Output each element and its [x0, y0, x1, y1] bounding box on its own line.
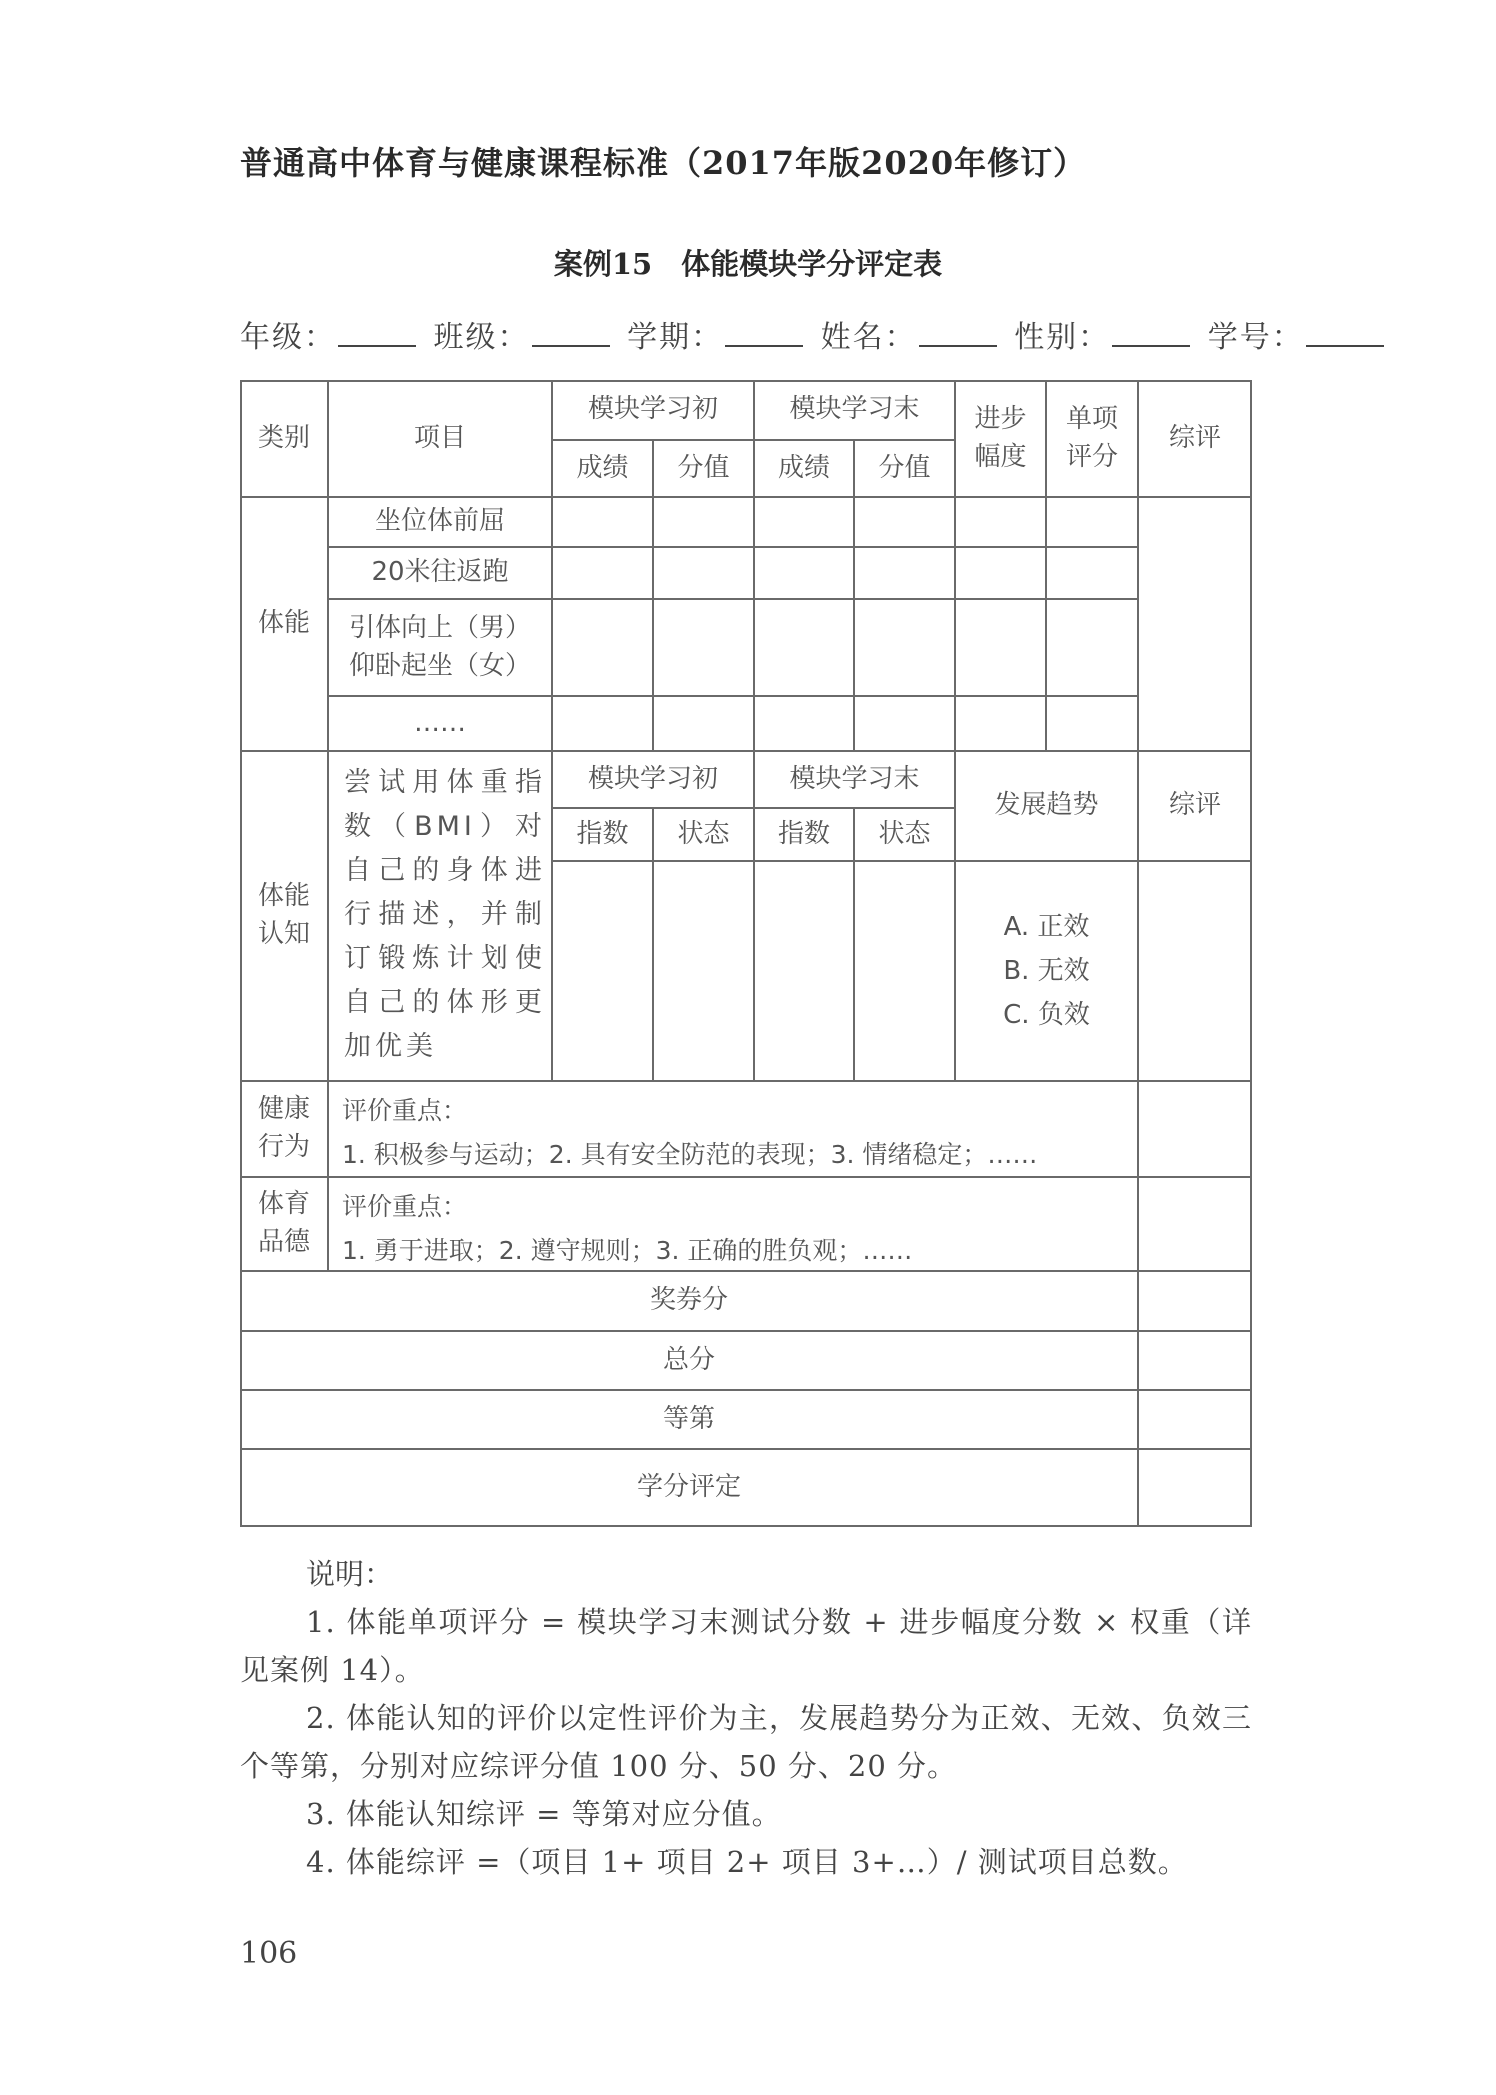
info-field-gender: 性别：	[1014, 312, 1190, 356]
class-blank	[532, 345, 610, 347]
health-focus-label: 评价重点：	[342, 1096, 468, 1125]
header-single-score: 单项 评分	[1065, 403, 1118, 472]
credit-table	[240, 380, 1252, 1528]
info-field-class: 班级：	[434, 312, 610, 356]
notes	[240, 1550, 1252, 1886]
cognition-overall: 综评	[1168, 790, 1221, 821]
header-progress: 进步 幅度	[974, 403, 1027, 472]
info-field-grade: 年级：	[240, 312, 416, 356]
header-item: 项目	[413, 422, 466, 453]
student-info-row	[240, 312, 1390, 356]
row-grade: 等第	[662, 1403, 715, 1434]
cognition-end-index: 指数	[777, 818, 830, 849]
cognition-end-status: 状态	[878, 818, 931, 849]
row-bonus-points: 奖券分	[649, 1285, 728, 1316]
note-4: 4. 体能综评 =（项目 1+ 项目 2+ 项目 3+…）/ 测试项目总数。	[306, 1845, 1188, 1879]
trend-option-none: B. 无效	[1003, 956, 1090, 986]
header-category: 类别	[257, 422, 310, 453]
cognition-trend: 发展趋势	[994, 790, 1099, 821]
note-1: 1. 体能单项评分 = 模块学习末测试分数 + 进步幅度分数 × 权重（详见案例 14）。	[240, 1605, 1252, 1687]
cognition-description: 尝试用体重指数（BMI）对自己的身体进行描述，并制订锻炼计划使自己的体形更加优美	[344, 767, 546, 1062]
health-focus-points: 1. 积极参与运动；2. 具有安全防范的表现；3. 情绪稳定；……	[342, 1140, 1038, 1169]
grade-blank	[338, 345, 416, 347]
cognition-start-status: 状态	[677, 818, 730, 849]
ethics-focus-points: 1. 勇于进取；2. 遵守规则；3. 正确的胜负观；……	[342, 1236, 913, 1265]
info-field-name: 姓名：	[821, 312, 997, 356]
term-blank	[725, 345, 803, 347]
row-total-score: 总分	[662, 1344, 715, 1375]
gender-blank	[1112, 345, 1190, 347]
ethics-focus-label: 评价重点：	[342, 1192, 468, 1221]
trend-option-positive: A. 正效	[1003, 912, 1090, 942]
page-header: 普通高中体育与健康课程标准（2017年版2020年修订）	[240, 144, 1087, 182]
category-sports-ethics: 体育 品德	[257, 1189, 310, 1257]
notes-title: 说明：	[306, 1557, 394, 1591]
info-field-term: 学期：	[627, 312, 803, 356]
page-number: 106	[240, 1936, 298, 1971]
header-overall: 综评	[1168, 422, 1221, 453]
header-end-score: 成绩	[777, 452, 830, 483]
cognition-start-index: 指数	[576, 818, 629, 849]
cognition-module-end: 模块学习末	[789, 763, 920, 794]
health-evaluation	[328, 1081, 1138, 1177]
header-start-value: 分值	[677, 452, 730, 483]
category-fitness: 体能	[257, 608, 310, 639]
trend-option-negative: C. 负效	[1003, 1000, 1090, 1030]
name-blank	[919, 345, 997, 347]
category-health-behavior: 健康 行为	[257, 1094, 310, 1162]
id-blank	[1306, 345, 1384, 347]
header-end-value: 分值	[878, 452, 931, 483]
item-sit-and-reach: 坐位体前屈	[374, 506, 505, 537]
header-module-start: 模块学习初	[587, 394, 718, 425]
header-module-end: 模块学习末	[789, 394, 920, 425]
note-3: 3. 体能认知综评 = 等第对应分值。	[306, 1797, 782, 1831]
category-cognition: 体能 认知	[257, 881, 310, 949]
header-start-score: 成绩	[576, 452, 629, 483]
note-2: 2. 体能认知的评价以定性评价为主，发展趋势分为正效、无效、负效三个等第，分别对应综评分值 100 分、50 分、20 分。	[240, 1701, 1252, 1783]
cognition-module-start: 模块学习初	[587, 763, 718, 794]
trend-options	[955, 861, 1138, 1081]
ethics-evaluation	[328, 1177, 1138, 1271]
case-title: 案例15 体能模块学分评定表	[553, 247, 943, 281]
row-credit-rating: 学分评定	[636, 1472, 741, 1503]
item-more: ……	[414, 707, 466, 738]
item-pullup-situp: 引体向上（男） 仰卧起坐（女）	[348, 612, 531, 681]
info-field-id: 学号：	[1208, 312, 1384, 356]
item-shuttle-run: 20米往返跑	[371, 557, 509, 588]
